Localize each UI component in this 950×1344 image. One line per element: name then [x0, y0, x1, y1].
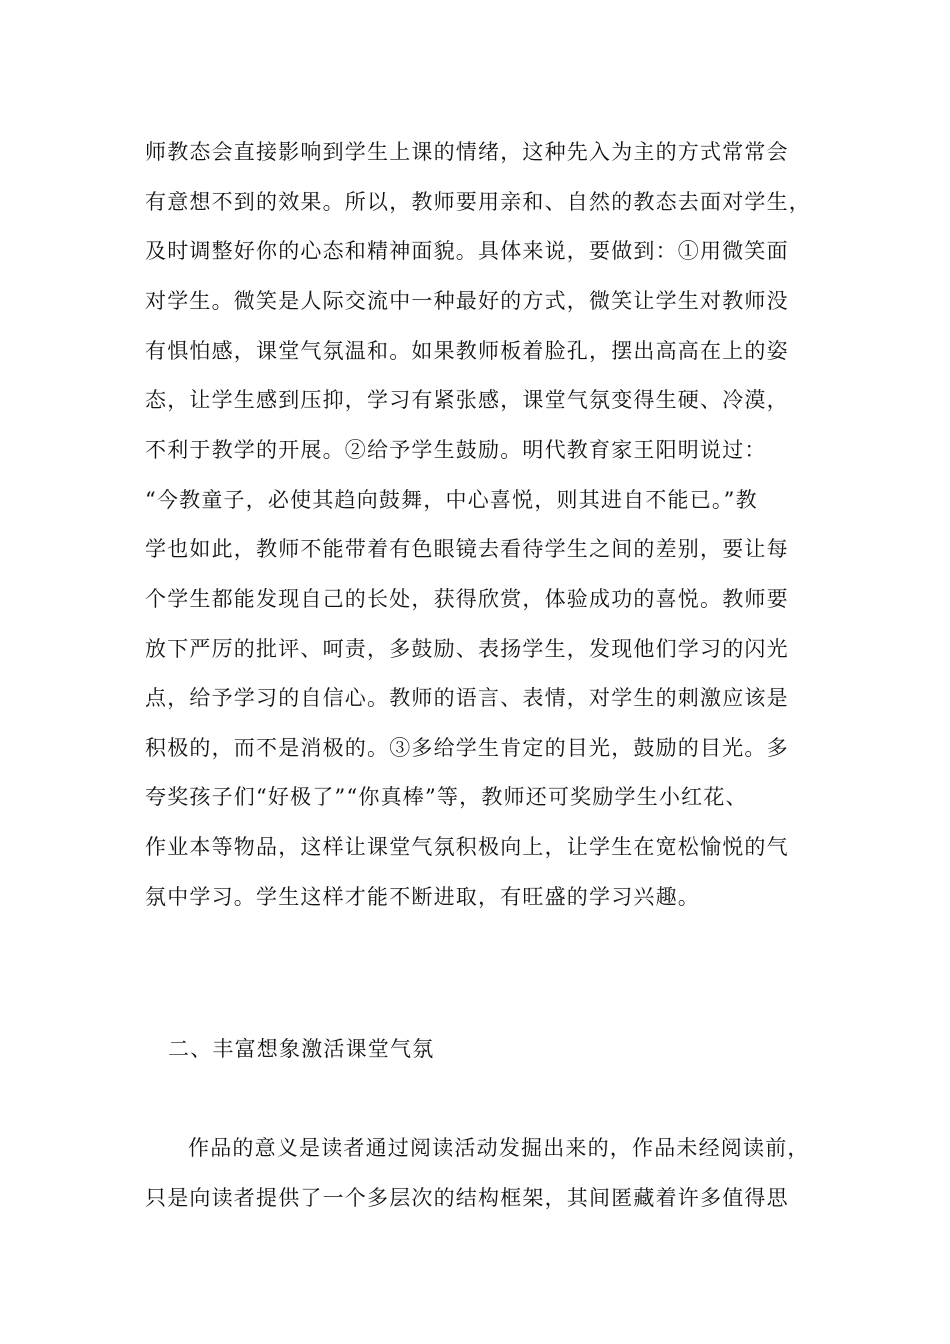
paragraph-line: 氛中学习。学生这样才能不断进取，有旺盛的学习兴趣。	[145, 885, 700, 909]
paragraph-line: 点，给予学习的自信心。教师的语言、表情，对学生的刺激应该是	[145, 686, 789, 710]
paragraph-line: 个学生都能发现自己的长处，获得欣赏，体验成功的喜悦。教师要	[145, 587, 789, 611]
paragraph-line: 及时调整好你的心态和精神面貌。具体来说，要做到：①用微笑面	[145, 239, 789, 263]
paragraph-line: 有惧怕感，课堂气氛温和。如果教师板着脸孔，摆出高高在上的姿	[145, 339, 789, 363]
paragraph-line: 只是向读者提供了一个多层次的结构框架，其间匿藏着许多值得思	[145, 1186, 789, 1210]
paragraph-line: 作业本等物品，这样让课堂气氛积极向上，让学生在宽松愉悦的气	[145, 835, 789, 859]
paragraph-line: 作品的意义是读者通过阅读活动发掘出来的，作品未经阅读前，	[188, 1136, 810, 1160]
paragraph-line: 对学生。微笑是人际交流中一种最好的方式，微笑让学生对教师没	[145, 289, 789, 313]
paragraph-line: 积极的，而不是消极的。③多给学生肯定的目光，鼓励的目光。多	[145, 736, 789, 760]
paragraph-line: 学也如此，教师不能带着有色眼镜去看待学生之间的差别，要让每	[145, 537, 789, 561]
paragraph-line: 师教态会直接影响到学生上课的情绪，这种先入为主的方式常常会	[145, 140, 789, 164]
paragraph-line: 有意想不到的效果。所以，教师要用亲和、自然的教态去面对学生，	[145, 190, 811, 214]
paragraph-line: 夸奖孩子们“好极了”“你真棒”等，教师还可奖励学生小红花、	[145, 785, 748, 809]
paragraph-line: 放下严厉的批评、呵责，多鼓励、表扬学生，发现他们学习的闪光	[145, 637, 789, 661]
section-heading: 二、丰富想象激活课堂气氛	[168, 1037, 435, 1061]
paragraph-line: 不利于教学的开展。②给予学生鼓励。明代教育家王阳明说过：	[145, 438, 767, 462]
paragraph-line: “今教童子，必使其趋向鼓舞，中心喜悦，则其进自不能已。”教	[145, 488, 758, 512]
paragraph-line: 态，让学生感到压抑，学习有紧张感，课堂气氛变得生硬、冷漠，	[145, 388, 789, 412]
